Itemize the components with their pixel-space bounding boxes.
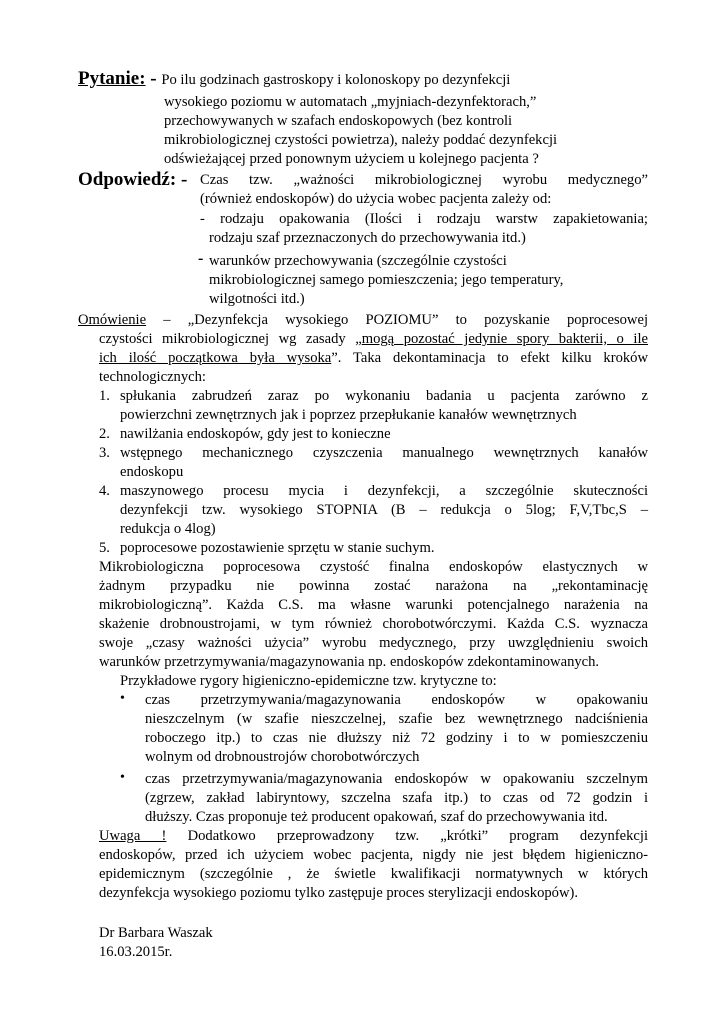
step-3-line-1: wstępnego mechanicznego czyszczenia manualnego wewnętrznych kanałów [120,445,648,461]
bullet-2-line-3: dłuższy. Czas proponuje też producent opakowań, szaf do przechowywania itd. [145,809,608,825]
answer-line-2: (również endoskopów) do użycia wobec pacjenta zależy od: [200,191,552,207]
note-label: Uwaga ! [99,828,167,844]
rigors-intro: Przykładowe rygory higieniczno-epidemiczne tzw. krytyczne to: [120,673,497,689]
signature-date: 16.03.2015r. [99,944,173,960]
signature-author: Dr Barbara Waszak [99,925,213,941]
discussion-label: Omówienie [78,312,147,328]
discussion-line-2-underlined: mogą pozostać jedynie spory bakterii, o ile [361,331,648,347]
discussion-line-3 [99,349,648,367]
step-1-number: 1. [99,388,110,404]
step-2-line-1: nawilżania endoskopów, gdy jest to konieczne [120,426,391,442]
para2-line-4: skażenie drobnoustrojami, w tym również chorobotwórczymi. Każda C.S. wyznacza [99,616,648,632]
answer-dash: - [176,169,188,190]
note-line-3: epidemicznym (szczególnie , że świetle kwalifikacji normatywnych w których [99,866,648,882]
para2-line-1: Mikrobiologiczna poprocesowa czystość finalna endoskopów elastycznych w [99,559,648,575]
note-line-1-text: Dodatkowo przeprowadzony tzw. „krótki” program dezynfekcji [166,828,648,844]
discussion-line-2 [99,330,648,348]
discussion-line-1-text: – „Dezynfekcja wysokiego POZIOMU” to pozyskanie poprocesowej [146,312,648,328]
step-4-line-2: dezynfekcji tzw. wysokiego STOPNIA (B – redukcja o 5log; F,V,Tbc,S – [120,502,648,518]
para2-line-5: swoje „czasy ważności użycia” wyrobu medycznego, przy uwzględnieniu swoich [99,635,648,651]
step-5-line-1: poprocesowe pozostawienie sprzętu w stanie suchym. [120,540,435,556]
answer-item-1-line-1: - rodzaju opakowania (Ilości i rodzaju warstw zapakietowania; [200,211,648,227]
para2-line-3: mikrobiologiczną”. Każda C.S. ma własne warunki potencjalnego narażenia na [99,597,648,613]
discussion-line-1 [78,311,648,329]
answer-item-2-line-1: warunków przechowywania (szczególnie czystości [209,253,507,269]
para2-line-6: warunków przetrzymywania/magazynowania np. endoskopów zdekontaminowanych. [99,654,600,670]
step-1-line-1: spłukania zabrudzeń zaraz po wykonaniu badania u pacjenta zarówno z [120,388,648,404]
bullet-2-line-2: (zgrzew, zakład labiryntowy, szczelna szafa itp.) to czas od 72 godzin i [145,790,648,806]
step-5-number: 5. [99,540,110,556]
bullet-2-line-1: czas przetrzymywania/magazynowania endoskopów w opakowaniu szczelnym [145,771,648,787]
bullet-2-icon: • [120,770,125,785]
question-line-5: odświeżającej przed ponownym użyciem u kolejnego pacjenta ? [164,151,539,167]
question-line-2: wysokiego poziomu w automatach „myjniach-dezynfektorach,” [164,94,537,110]
answer-label: Odpowiedź: [78,169,177,190]
question-line-4: mikrobiologicznej czystości powietrza), należy poddać dezynfekcji [164,132,558,148]
step-4-number: 4. [99,483,110,499]
answer-heading [78,169,187,191]
step-3-line-2: endoskopu [120,464,184,480]
discussion-line-3-text: ”. Taka dekontaminacja to efekt kilku kroków [331,350,649,366]
question-line-3: przechowywanych w szafach endoskopowych (bez kontroli [164,113,513,129]
bullet-1-line-3: roboczego itp.) to czas nie dłuższy niż 72 godziny i to w pomieszczeniu [145,730,648,746]
answer-item-2-dash: - [198,250,204,267]
bullet-1-line-1: czas przetrzymywania/magazynowania endoskopów w opakowaniu [145,692,648,708]
note-line-4: dezynfekcja wysokiego poziomu tylko zastępuje proces sterylizacji endoskopów). [99,885,579,901]
answer-line-1: Czas tzw. „ważności mikrobiologicznej wyrobu medycznego” [200,172,648,188]
answer-item-2-line-2: mikrobiologicznej samego pomieszczenia; jego temperatury, [209,272,564,288]
step-3-number: 3. [99,445,110,461]
para2-line-2: żadnym przypadku nie powinna zostać narażona na „rekontaminację [99,578,648,594]
bullet-1-icon: • [120,691,125,706]
discussion-line-3-underlined: ich ilość początkowa była wysoka [99,350,332,366]
discussion-line-4: technologicznych: [99,369,206,385]
answer-item-2-line-3: wilgotności itd.) [209,291,305,307]
question-label: Pytanie: [78,68,146,89]
step-1-line-2: powierzchni zewnętrznych jak i poprzez przepłukanie kanałów wewnętrznych [120,407,577,423]
question-dash: - [145,68,162,89]
step-4-line-3: redukcja o 4log) [120,521,216,537]
question-line-1: Po ilu godzinach gastroskopy i kolonoskopy po dezynfekcji [161,72,511,88]
step-2-number: 2. [99,426,110,442]
bullet-1-line-4: wolnym od drobnoustrojów chorobotwórczych [145,749,420,765]
step-4-line-1: maszynowego procesu mycia i dezynfekcji, a szczególnie skuteczności [120,483,648,499]
question-heading [78,68,510,90]
answer-item-1-line-2: rodzaju szaf przeznaczonych do przechowywania itd.) [209,230,526,246]
discussion-line-2-text: czystości mikrobiologicznej wg zasady „ [99,331,362,347]
bullet-1-line-2: nieszczelnym (w szafie nieszczelnej, szafie bez wewnętrznego nadciśnienia [145,711,648,727]
note-line-2: endoskopów, przed ich użyciem wobec pacjenta, nigdy nie jest błędem higieniczno- [99,847,648,863]
note-line-1 [99,827,648,845]
